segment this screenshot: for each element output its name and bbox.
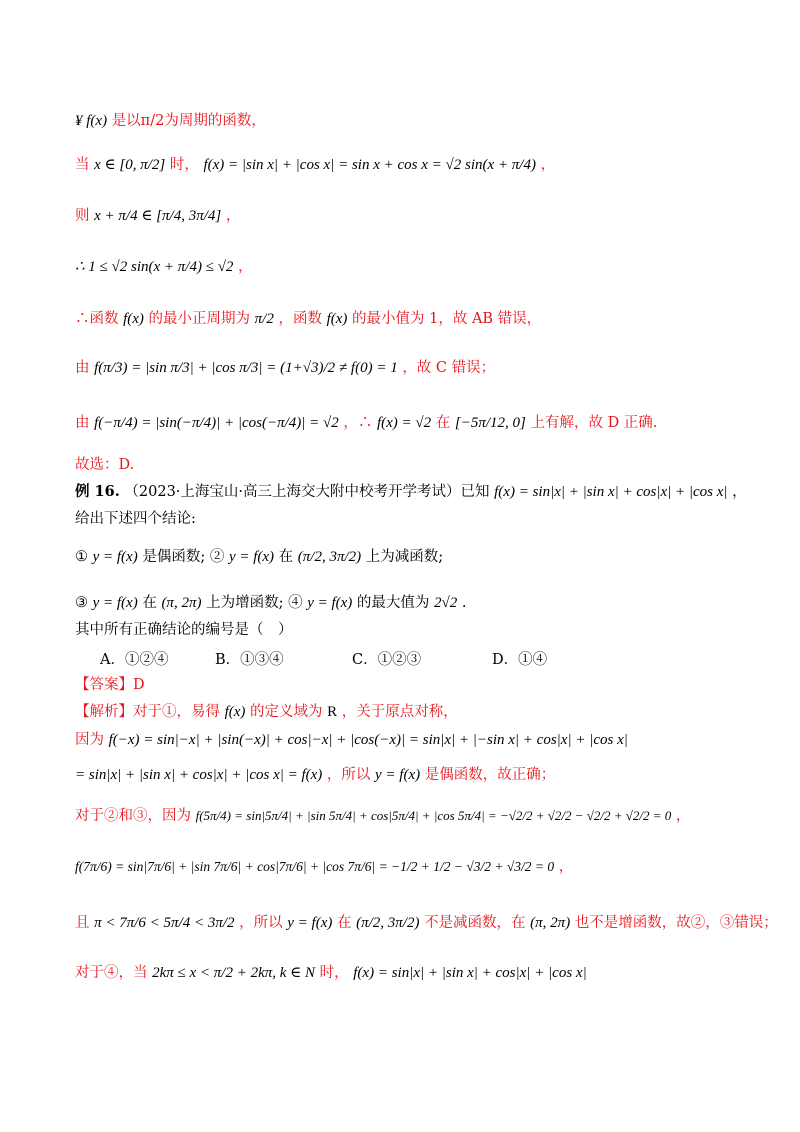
solution-text: 也不是增函数，故②，③错误； <box>574 915 778 931</box>
solution-text: ， <box>225 208 241 224</box>
math-expr: R <box>327 704 338 720</box>
solution-text: ，关于原点对称， <box>341 704 458 720</box>
solution-text: 因为 <box>75 732 104 748</box>
solution-text: 不是减函数，在 <box>424 915 526 931</box>
math-expr: f(x) <box>224 704 246 720</box>
example-label: 例 16. <box>75 483 120 500</box>
math-expr: f(−x) = sin|−x| + |sin(−x)| + cos|−x| + |cos(−x)| = sin|x| + |−sin x| + cos|x| + |cos x| <box>108 732 628 748</box>
solution-text: 且 <box>75 915 90 931</box>
math-expr: f(−π/4) = |sin(−π/4)| + |cos(−π/4)| = √2 <box>94 415 339 431</box>
solution-text: 由 <box>75 415 90 431</box>
option-c: C．①②③ <box>352 652 422 668</box>
solution-text: ，故 C 错误； <box>402 360 496 376</box>
analysis-line-5 <box>75 856 573 878</box>
math-expr: ¥ f(x) <box>75 113 108 129</box>
solution-text: 时， <box>169 157 199 173</box>
math-expr: x + π/4 ∈ [π/4, 3π/4] <box>94 208 222 224</box>
math-expr: f(x) <box>326 311 348 327</box>
math-expr: y = f(x) <box>92 595 138 611</box>
solution-text: 当 <box>75 157 90 173</box>
solution-text: 的最小正周期为 <box>148 311 251 327</box>
option-b: B．①③④ <box>215 652 284 668</box>
option-a: A．①②④ <box>100 652 169 668</box>
math-expr: f(x) <box>123 311 144 327</box>
statements-1-2 <box>75 546 443 568</box>
option-d: D．①④ <box>492 652 548 668</box>
math-expr: y = f(x) <box>287 915 333 931</box>
math-expr: π/2 <box>254 311 274 327</box>
solution-text: 则 <box>75 208 90 224</box>
solution-text: ，所以 <box>239 915 283 931</box>
answer-line <box>75 674 145 696</box>
math-expr: (π, 2π) <box>530 915 571 931</box>
question-text: 其中所有正确结论的编号是（ ） <box>75 622 293 638</box>
math-expr: (π/2, 3π/2) <box>297 549 362 565</box>
solution-text: 【解析】对于①，易得 <box>75 704 220 720</box>
solution-text: 是以π/2为周期的函数， <box>111 113 266 129</box>
line-2 <box>75 154 555 176</box>
math-expr: 2kπ ≤ x < π/2 + 2kπ, k ∈ N <box>152 965 316 981</box>
solution-text: 在 <box>336 915 352 931</box>
solution-text: ，所以 <box>326 767 371 783</box>
statement-text: . <box>461 595 467 611</box>
line-7 <box>75 412 657 434</box>
line-1 <box>75 110 266 132</box>
solution-text: ∴函数 <box>75 311 119 327</box>
statement-text: 在 <box>142 595 157 611</box>
answer-label: 【答案】D <box>75 677 145 693</box>
math-expr: f(x) = sin|x| + |sin x| + cos|x| + |cos x| <box>353 965 587 981</box>
analysis-line-4 <box>75 805 690 827</box>
example-16-header <box>75 481 747 503</box>
statement-text: 上为增函数; ④ <box>206 595 303 611</box>
solution-text: 对于②和③，因为 <box>75 808 191 824</box>
math-expr: y = f(x) <box>307 595 353 611</box>
line-13 <box>75 619 293 641</box>
statement-text: 上为减函数; <box>365 549 444 565</box>
solution-text: ， <box>238 259 253 275</box>
punct: ， <box>732 484 747 500</box>
math-expr: ∴ 1 ≤ √2 sin(x + π/4) ≤ √2 <box>75 259 234 275</box>
math-expr: (π/2, 3π/2) <box>356 915 420 931</box>
statement-text: 是偶函数; ② <box>142 549 225 565</box>
math-expr: [−5π/12, 0] <box>454 415 526 431</box>
analysis-line-2 <box>75 729 628 751</box>
answer-choice: 故选：D. <box>75 457 135 473</box>
math-expr: 2√2 <box>434 595 458 611</box>
analysis-line-3 <box>75 764 555 786</box>
analysis-line-7 <box>75 962 587 984</box>
math-expr: f(π/3) = |sin π/3| + |cos π/3| = (1+√3)/2 ≠ f(0) = 1 <box>94 360 398 376</box>
line-6 <box>75 357 495 379</box>
solution-text: 的最小值为 1，故 AB 错误， <box>352 311 542 327</box>
solution-text: 的定义域为 <box>250 704 323 720</box>
solution-text: ，∴ <box>343 415 373 431</box>
analysis-line-1 <box>75 701 458 723</box>
math-expr: y = f(x) <box>92 549 138 565</box>
solution-text: ， <box>540 157 556 173</box>
math-expr: y = f(x) <box>375 767 421 783</box>
math-expr: f(x) = |sin x| + |cos x| = sin x + cos x = √2 sin(x + π/4) <box>203 157 536 173</box>
math-expr: π < 7π/6 < 5π/4 < 3π/2 <box>94 915 235 931</box>
statements-3-4 <box>75 592 466 614</box>
solution-text: 由 <box>75 360 90 376</box>
statement-text: 在 <box>278 549 294 565</box>
math-expr: = sin|x| + |sin x| + cos|x| + |cos x| = f(x) <box>75 767 323 783</box>
solution-text: 对于④，当 <box>75 965 148 981</box>
question-text: 给出下述四个结论: <box>75 511 196 527</box>
analysis-line-6 <box>75 912 778 934</box>
line-5 <box>75 308 541 330</box>
math-expr: f(5π/4) = sin|5π/4| + |sin 5π/4| + cos|5π/4| + |cos 5π/4| = −√2/2 + √2/2 − √2/2 + √2/2 = 0 <box>195 808 672 823</box>
solution-text: 在 <box>435 415 451 431</box>
math-expr: f(x) = sin|x| + |sin x| + cos|x| + |cos x| <box>494 484 728 500</box>
solution-text: 是偶函数，故正确； <box>424 767 556 783</box>
math-expr: y = f(x) <box>228 549 275 565</box>
line-4 <box>75 256 253 278</box>
math-expr: x ∈ [0, π/2] <box>94 157 166 173</box>
solution-text: ， <box>675 808 691 824</box>
statement-text: ③ <box>75 595 88 611</box>
solution-text: ，函数 <box>278 311 322 327</box>
line-8 <box>75 454 134 476</box>
math-expr: (π, 2π) <box>161 595 202 611</box>
statement-text: ① <box>75 549 88 565</box>
statement-text: 的最大值为 <box>356 595 430 611</box>
line-3 <box>75 205 240 227</box>
solution-text: ， <box>558 859 574 875</box>
solution-text: 时， <box>319 965 349 981</box>
line-10 <box>75 508 196 530</box>
solution-text: 上有解，故 D 正确. <box>530 415 658 431</box>
math-expr: f(7π/6) = sin|7π/6| + |sin 7π/6| + cos|7π/6| + |cos 7π/6| = −1/2 + 1/2 − √3/2 + √3/2 = 0 <box>75 859 555 874</box>
math-expr: f(x) = √2 <box>376 415 432 431</box>
example-source: （2023·上海宝山·高三上海交大附中校考开学考试）已知 <box>124 484 490 500</box>
